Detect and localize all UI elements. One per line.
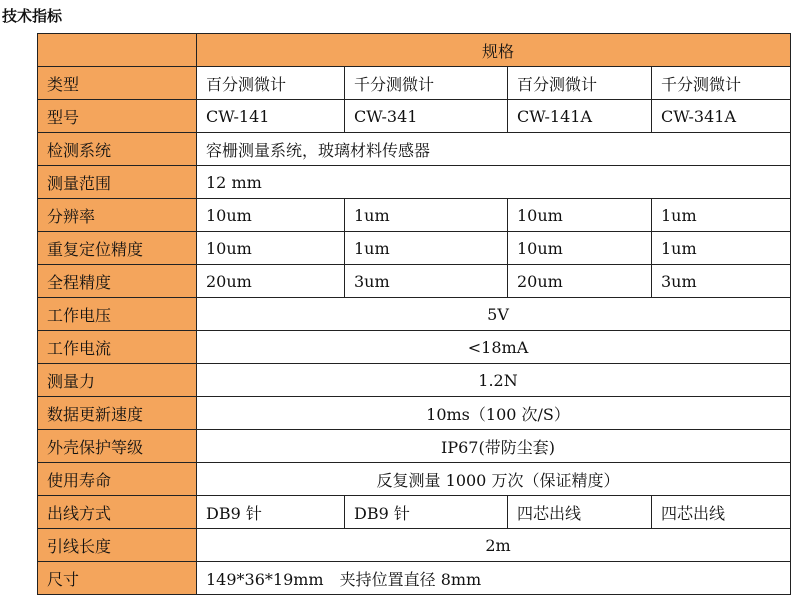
table-cell: CW-141	[197, 100, 345, 133]
table-cell: 10um	[197, 199, 345, 232]
spec-table	[37, 33, 791, 595]
row-label: 全程精度	[38, 265, 197, 298]
page-title: 技术指标	[2, 7, 63, 25]
table-row	[38, 496, 791, 529]
row-label: 工作电流	[38, 331, 197, 364]
row-label: 重复定位精度	[38, 232, 197, 265]
table-cell-merged: 1.2N	[197, 364, 791, 397]
table-cell: 10um	[508, 232, 652, 265]
table-cell: 3um	[345, 265, 508, 298]
table-row	[38, 397, 791, 430]
table-row	[38, 364, 791, 397]
table-row	[38, 133, 791, 166]
header-row	[38, 34, 791, 67]
table-cell: 百分测微计	[197, 67, 345, 100]
table-cell: 百分测微计	[508, 67, 652, 100]
row-label: 型号	[38, 100, 197, 133]
row-label: 数据更新速度	[38, 397, 197, 430]
table-cell-merged: 12 mm	[197, 166, 791, 199]
row-label: 使用寿命	[38, 463, 197, 496]
table-row	[38, 166, 791, 199]
table-cell: DB9 针	[197, 496, 345, 529]
table-cell: 四芯出线	[508, 496, 652, 529]
table-cell-merged: 5V	[197, 298, 791, 331]
table-row	[38, 331, 791, 364]
table-cell: 20um	[197, 265, 345, 298]
row-label: 类型	[38, 67, 197, 100]
table-cell-merged: 反复测量 1000 万次（保证精度）	[197, 463, 791, 496]
row-label: 分辨率	[38, 199, 197, 232]
table-cell: 1um	[652, 199, 791, 232]
row-label: 出线方式	[38, 496, 197, 529]
table-row	[38, 199, 791, 232]
table-cell-merged: 10ms（100 次/S）	[197, 397, 791, 430]
table-cell: 3um	[652, 265, 791, 298]
table-row	[38, 67, 791, 100]
row-label: 外壳保护等级	[38, 430, 197, 463]
table-cell: 千分测微计	[652, 67, 791, 100]
header-corner-cell	[38, 34, 197, 67]
table-row	[38, 529, 791, 562]
table-cell: 1um	[652, 232, 791, 265]
row-label: 引线长度	[38, 529, 197, 562]
table-cell-merged: <18mA	[197, 331, 791, 364]
table-cell-merged: 149*36*19mm 夹持位置直径 8mm	[197, 562, 791, 595]
table-row	[38, 265, 791, 298]
table-cell: 10um	[197, 232, 345, 265]
table-cell: CW-341A	[652, 100, 791, 133]
row-label: 检测系统	[38, 133, 197, 166]
table-cell: 20um	[508, 265, 652, 298]
table-row	[38, 232, 791, 265]
row-label: 测量力	[38, 364, 197, 397]
row-label: 测量范围	[38, 166, 197, 199]
table-row	[38, 430, 791, 463]
table-cell-merged: 容栅测量系统，玻璃材料传感器	[197, 133, 791, 166]
row-label: 尺寸	[38, 562, 197, 595]
table-cell: DB9 针	[345, 496, 508, 529]
table-cell: 1um	[345, 199, 508, 232]
table-cell: 1um	[345, 232, 508, 265]
table-cell: 10um	[508, 199, 652, 232]
table-cell: CW-341	[345, 100, 508, 133]
table-cell: 千分测微计	[345, 67, 508, 100]
table-cell: CW-141A	[508, 100, 652, 133]
table-row	[38, 463, 791, 496]
spec-header-cell: 规格	[197, 34, 791, 67]
table-cell-merged: 2m	[197, 529, 791, 562]
table-row	[38, 100, 791, 133]
table-cell: 四芯出线	[652, 496, 791, 529]
row-label: 工作电压	[38, 298, 197, 331]
table-cell-merged: IP67(带防尘套)	[197, 430, 791, 463]
table-row	[38, 298, 791, 331]
table-row	[38, 562, 791, 595]
